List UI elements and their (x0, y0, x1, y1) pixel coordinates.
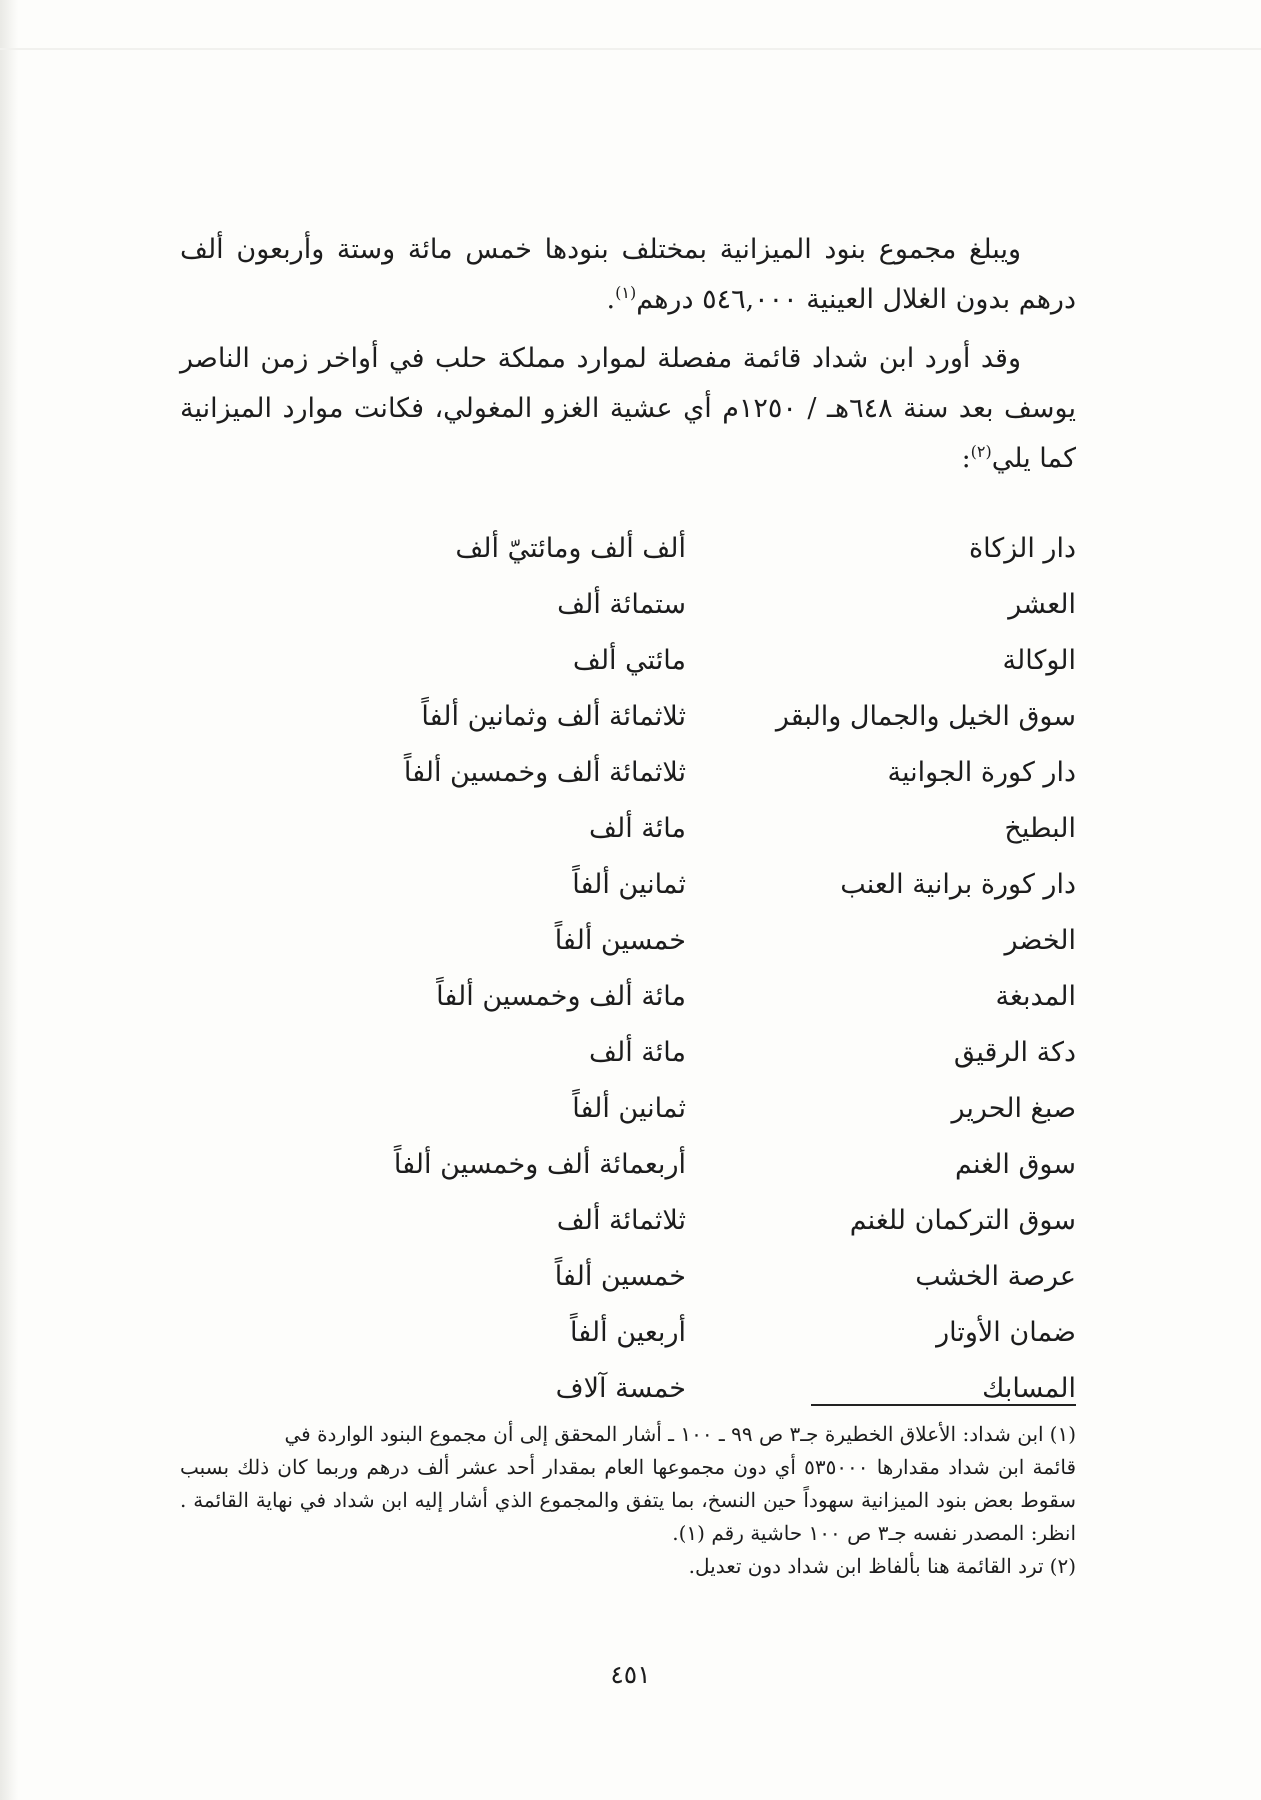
revenue-value: مائة ألف وخمسين ألفاً (436, 980, 686, 1012)
revenue-label: المدبغة (995, 980, 1076, 1012)
footnotes (180, 1418, 1076, 1583)
footnote-ref-2[interactable]: (٢) (970, 442, 992, 461)
page-number: ٤٥١ (610, 1660, 651, 1689)
revenue-row (176, 912, 1076, 968)
footnote-1 (180, 1418, 1076, 1451)
footnote-separator (811, 1404, 1076, 1406)
revenue-value: مائة ألف (589, 812, 686, 844)
revenue-value: أربعين ألفاً (570, 1316, 686, 1348)
revenue-row (176, 800, 1076, 856)
revenue-label: ضمان الأوتار (936, 1316, 1076, 1348)
revenue-value: ألف ألف ومائتيّ ألف (455, 532, 686, 564)
revenue-row (176, 968, 1076, 1024)
revenue-value: ثلاثمائة ألف وثمانين ألفاً (421, 700, 686, 732)
body-paragraph-1 (180, 225, 1076, 325)
footnote-2-number: (٢) (1049, 1554, 1076, 1578)
revenue-label: البطيخ (1004, 812, 1076, 844)
revenue-label: دكة الرقيق (953, 1036, 1076, 1068)
revenue-label: المسابك (982, 1372, 1076, 1404)
revenue-value: ثلاثمائة ألف وخمسين ألفاً (403, 756, 686, 788)
revenue-row (176, 1304, 1076, 1360)
revenue-row (176, 576, 1076, 632)
footnote-1-continuation: قائمة ابن شداد مقدارها ٥٣٥٠٠٠ أي دون مجموعها العام بمقدار أحد عشر ألف درهم وربما كان ذلك بسبب سقوط بعض بنود الميزانية سهوداً حين النسخ، بما يتفق والمجموع الذي أشار إليه ابن شداد في نهاية القائمة . انظر: المصدر نفسه جـ٣ ص ١٠٠ حاشية رقم (١). (180, 1455, 1077, 1545)
revenue-label: سوق التركمان للغنم (849, 1204, 1076, 1236)
paragraph-1-tail: . (606, 284, 616, 315)
revenue-label: الخضر (1004, 924, 1076, 956)
revenue-row (176, 688, 1076, 744)
footnote-2 (180, 1550, 1076, 1583)
revenue-value: ستمائة ألف (557, 588, 686, 620)
revenue-list (176, 520, 1076, 1416)
footnote-1-number: (١) (1049, 1422, 1076, 1446)
footnote-2-text: ترد القائمة هنا بألفاظ ابن شداد دون تعديل. (688, 1554, 1044, 1578)
revenue-row (176, 744, 1076, 800)
revenue-label: الوكالة (1002, 644, 1076, 676)
paragraph-1-text: ويبلغ مجموع بنود الميزانية بمختلف بنودها خمس مائة وستة وأربعون ألف درهم بدون الغلال العينية ٥٤٦,٠٠٠ درهم (180, 234, 1076, 315)
revenue-row (176, 1080, 1076, 1136)
revenue-row (176, 632, 1076, 688)
revenue-label: دار الزكاة (969, 532, 1076, 564)
paragraph-2-text: وقد أورد ابن شداد قائمة مفصلة لموارد مملكة حلب في أواخر زمن الناصر يوسف بعد سنة ٦٤٨هـ / ١٢٥٠م أي عشية الغزو المغولي، فكانت موارد الميزانية كما يلي (180, 343, 1076, 474)
revenue-row (176, 856, 1076, 912)
revenue-row (176, 1360, 1076, 1416)
revenue-label: صبغ الحرير (951, 1092, 1076, 1124)
revenue-value: خمسين ألفاً (554, 924, 686, 956)
revenue-label: دار كورة برانية العنب (840, 868, 1076, 900)
revenue-row (176, 1136, 1076, 1192)
revenue-label: سوق الخيل والجمال والبقر (775, 700, 1076, 732)
revenue-value: ثمانين ألفاً (572, 868, 686, 900)
scan-shadow (0, 0, 18, 1800)
scan-top-line (0, 48, 1261, 50)
revenue-row (176, 520, 1076, 576)
body-paragraph-2 (180, 334, 1076, 484)
revenue-row (176, 1248, 1076, 1304)
paragraph-2-tail: : (961, 443, 971, 474)
revenue-label: عرصة الخشب (915, 1260, 1076, 1292)
footnote-1-first-line: ابن شداد: الأعلاق الخطيرة جـ٣ ص ٩٩ ـ ١٠٠ ـ أشار المحقق إلى أن مجموع البنود الواردة في (284, 1422, 1044, 1446)
revenue-value: مائتي ألف (572, 644, 686, 676)
revenue-value: خمسين ألفاً (554, 1260, 686, 1292)
revenue-value: ثمانين ألفاً (572, 1092, 686, 1124)
revenue-row (176, 1024, 1076, 1080)
revenue-label: دار كورة الجوانية (887, 756, 1076, 788)
revenue-value: أربعمائة ألف وخمسين ألفاً (393, 1148, 686, 1180)
revenue-value: خمسة آلاف (555, 1372, 686, 1404)
revenue-label: سوق الغنم (955, 1148, 1076, 1180)
footnote-ref-1[interactable]: (١) (615, 283, 637, 302)
revenue-row (176, 1192, 1076, 1248)
revenue-label: العشر (1008, 588, 1076, 620)
revenue-value: ثلاثمائة ألف (556, 1204, 686, 1236)
revenue-value: مائة ألف (589, 1036, 686, 1068)
